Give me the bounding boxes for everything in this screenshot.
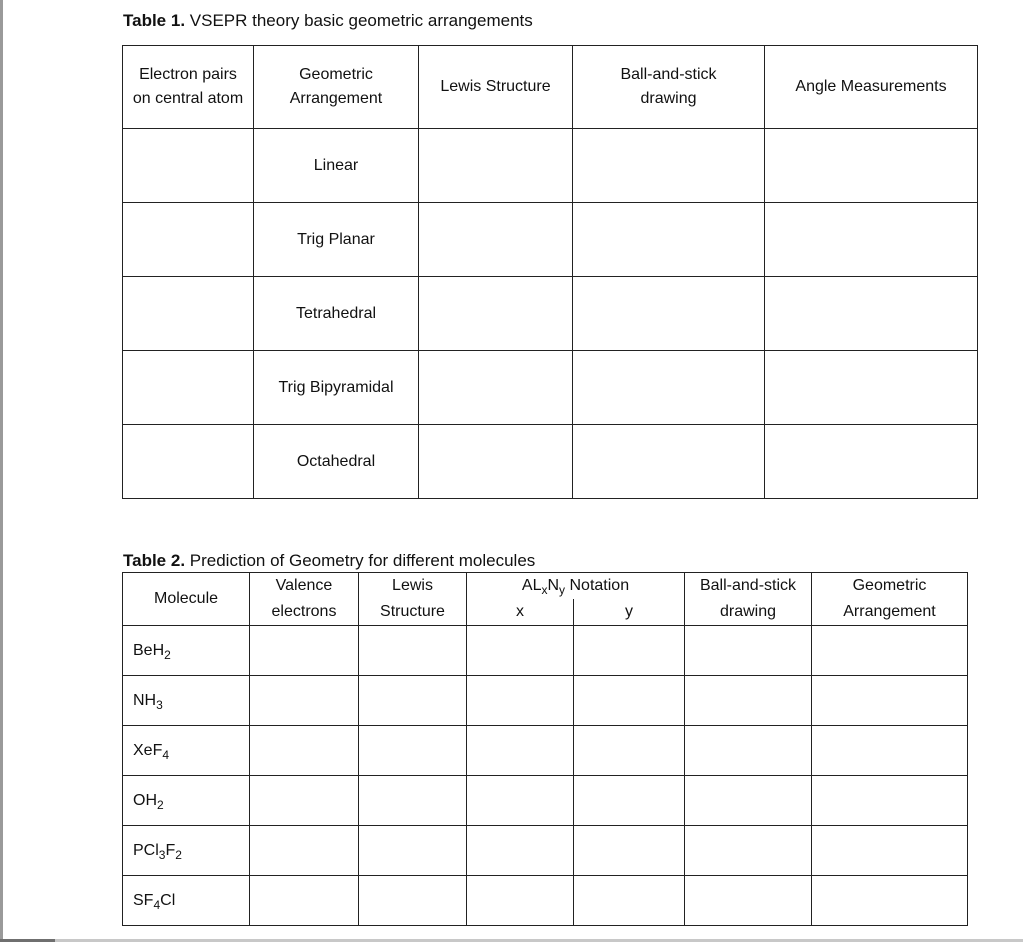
empty-cell [359,626,467,676]
empty-cell [765,277,978,351]
table1-header-row [123,46,978,129]
empty-cell [574,626,685,676]
formula-subscript: 3 [156,697,163,712]
empty-cell [467,826,574,876]
table2-row [123,826,968,876]
table1-vsepr-arrangements [122,45,978,499]
empty-cell [812,826,968,876]
empty-cell [467,626,574,676]
geometric-arrangement-cell: Trig Bipyramidal [254,351,419,425]
empty-cell [685,826,812,876]
table1-row [123,351,978,425]
table2-row [123,726,968,776]
formula-subscript: 4 [162,747,170,762]
formula-subscript: 3 [158,847,166,862]
empty-cell [359,826,467,876]
empty-cell [573,203,765,277]
empty-cell [685,876,812,926]
empty-cell [765,129,978,203]
empty-cell [123,277,254,351]
formula-text: BeH [133,641,165,659]
empty-cell [359,676,467,726]
table2-row [123,676,968,726]
table2-geometry-prediction [122,572,968,926]
empty-cell [574,776,685,826]
formula-text: PCl [133,841,159,859]
empty-cell [765,425,978,499]
header-geometric-arrangement: Geometric Arrangement [254,46,419,129]
empty-cell [359,776,467,826]
formula-text: SF [133,891,154,909]
header-lewis-line1: Lewis [359,573,467,600]
formula-text: OH [133,791,157,809]
formula-text: XeF [133,741,163,759]
table1-row [123,203,978,277]
table2-row [123,626,968,676]
empty-cell [467,726,574,776]
header-notation: $AL_xN_y$ Notation [467,573,685,600]
formula-subscript: 2 [175,847,182,862]
header-x: x [467,599,574,626]
empty-cell [359,876,467,926]
empty-cell [812,776,968,826]
empty-cell [467,676,574,726]
table2-caption: Table 2. Prediction of Geometry for different molecules [123,551,536,570]
empty-cell [419,203,573,277]
empty-cell [123,129,254,203]
empty-cell [250,876,359,926]
empty-cell [419,277,573,351]
empty-cell [250,626,359,676]
empty-cell [123,351,254,425]
geometric-arrangement-cell: Octahedral [254,425,419,499]
empty-cell [573,425,765,499]
empty-cell [765,351,978,425]
empty-cell [685,776,812,826]
formula-subscript: 4 [153,897,161,912]
empty-cell [812,726,968,776]
table2-header-row-1 [123,573,968,600]
empty-cell [250,826,359,876]
formula-text: NH [133,691,157,709]
empty-cell [123,203,254,277]
header-ball-line1: Ball-and-stick [685,573,812,600]
header-ball-and-stick: Ball-and-stick drawing [573,46,765,129]
formula-subscript: 2 [157,797,164,812]
header-ball-line2: drawing [685,599,812,626]
empty-cell [573,277,765,351]
header-electron-pairs: Electron pairs on central atom [123,46,254,129]
header-lewis-line2: Structure [359,599,467,626]
empty-cell [250,726,359,776]
header-geometric-line1: Geometric [812,573,968,600]
empty-cell [419,425,573,499]
header-geometric-line2: Arrangement [812,599,968,626]
empty-cell [812,876,968,926]
table2-header-row-2 [123,599,968,626]
page-left-edge [0,0,3,942]
header-molecule: Molecule [123,573,250,626]
empty-cell [685,676,812,726]
empty-cell [812,626,968,676]
molecule-cell [123,876,250,926]
empty-cell [574,676,685,726]
table2-row [123,876,968,926]
molecule-cell [123,626,250,676]
empty-cell [467,776,574,826]
empty-cell [573,129,765,203]
geometric-arrangement-cell: Tetrahedral [254,277,419,351]
geometric-arrangement-cell: Trig Planar [254,203,419,277]
header-valence-line2: electrons [250,599,359,626]
empty-cell [812,676,968,726]
empty-cell [419,129,573,203]
molecule-cell [123,826,250,876]
empty-cell [250,676,359,726]
formula-text: F [165,841,176,859]
empty-cell [765,203,978,277]
header-y: y [574,599,685,626]
geometric-arrangement-cell: Linear [254,129,419,203]
empty-cell [685,626,812,676]
table1-row [123,425,978,499]
molecule-cell [123,776,250,826]
empty-cell [123,425,254,499]
molecule-cell [123,726,250,776]
table1-row [123,129,978,203]
empty-cell [359,726,467,776]
empty-cell [419,351,573,425]
empty-cell [250,776,359,826]
table1-caption: Table 1. VSEPR theory basic geometric arrangements [123,11,533,30]
empty-cell [574,876,685,926]
header-lewis-structure: Lewis Structure [419,46,573,129]
table1-row [123,277,978,351]
empty-cell [573,351,765,425]
empty-cell [574,826,685,876]
empty-cell [574,726,685,776]
header-angle-measurements: Angle Measurements [765,46,978,129]
molecule-cell [123,676,250,726]
header-valence-line1: Valence [250,573,359,600]
empty-cell [685,726,812,776]
table2-row [123,776,968,826]
formula-text: Cl [160,891,176,909]
empty-cell [467,876,574,926]
formula-subscript: 2 [164,647,171,662]
